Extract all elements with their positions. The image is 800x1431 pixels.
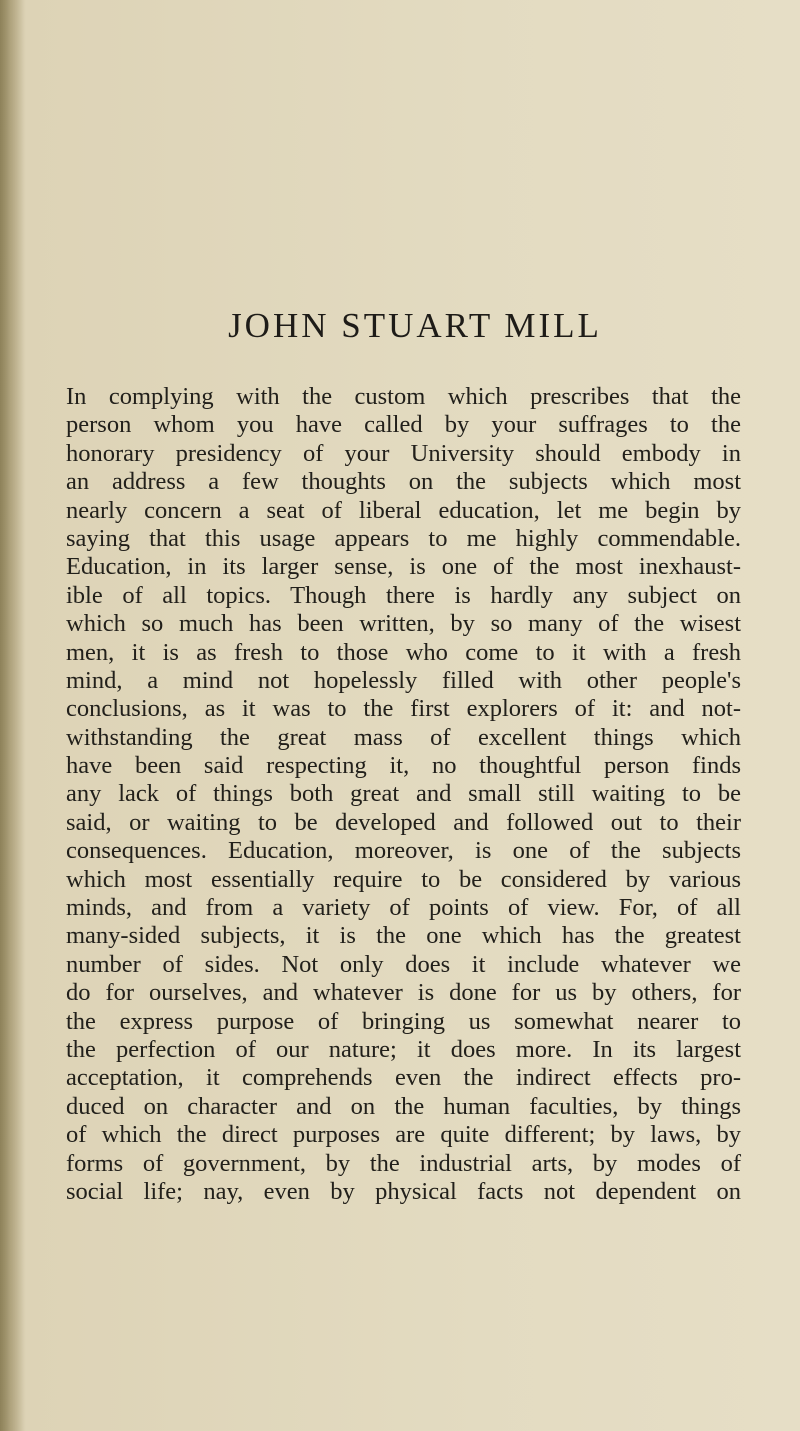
text-line: social life; nay, even by physical facts not dependent on [66,1177,741,1205]
text-line: which so much has been written, by so many of the wisest [66,610,741,638]
text-line: consequences. Education, moreover, is one of the subjects [66,837,741,865]
page-gutter-shadow [0,0,26,1431]
text-line: withstanding the great mass of excellent things which [66,723,741,751]
text-line: conclusions, as it was to the first explorers of it: and not- [66,695,741,723]
text-line: forms of government, by the industrial arts, by modes of [66,1149,741,1177]
text-line: minds, and from a variety of points of view. For, of all [66,894,741,922]
text-line: have been said respecting it, no thoughtful person finds [66,752,741,780]
text-line: said, or waiting to be developed and followed out to their [66,808,741,836]
chapter-heading: JOHN STUART MILL [228,306,602,345]
text-line: any lack of things both great and small still waiting to be [66,780,741,808]
text-line: honorary presidency of your University should embody in [66,439,741,467]
text-line: of which the direct purposes are quite different; by laws, by [66,1121,741,1149]
text-line: duced on character and on the human faculties, by things [66,1092,741,1120]
text-line: many-sided subjects, it is the one which has the greatest [66,922,741,950]
text-line: an address a few thoughts on the subjects which most [66,468,741,496]
text-line: Education, in its larger sense, is one of the most inexhaust- [66,553,741,581]
body-paragraph [66,383,741,1206]
text-line: ible of all topics. Though there is hardly any subject on [66,581,741,609]
text-line: do for ourselves, and whatever is done for us by others, for [66,979,741,1007]
text-line: In complying with the custom which prescribes that the [66,383,741,410]
text-line: the perfection of our nature; it does more. In its largest [66,1035,741,1063]
text-line: person whom you have called by your suffrages to the [66,411,741,439]
text-line: which most essentially require to be considered by various [66,865,741,893]
text-line: saying that this usage appears to me highly commendable. [66,524,741,552]
text-line: nearly concern a seat of liberal education, let me begin by [66,496,741,524]
text-line: mind, a mind not hopelessly filled with other people's [66,666,741,694]
text-line: number of sides. Not only does it include whatever we [66,950,741,978]
text-line: acceptation, it comprehends even the indirect effects pro- [66,1064,741,1092]
text-line: men, it is as fresh to those who come to it with a fresh [66,638,741,666]
text-line: the express purpose of bringing us somewhat nearer to [66,1007,741,1035]
